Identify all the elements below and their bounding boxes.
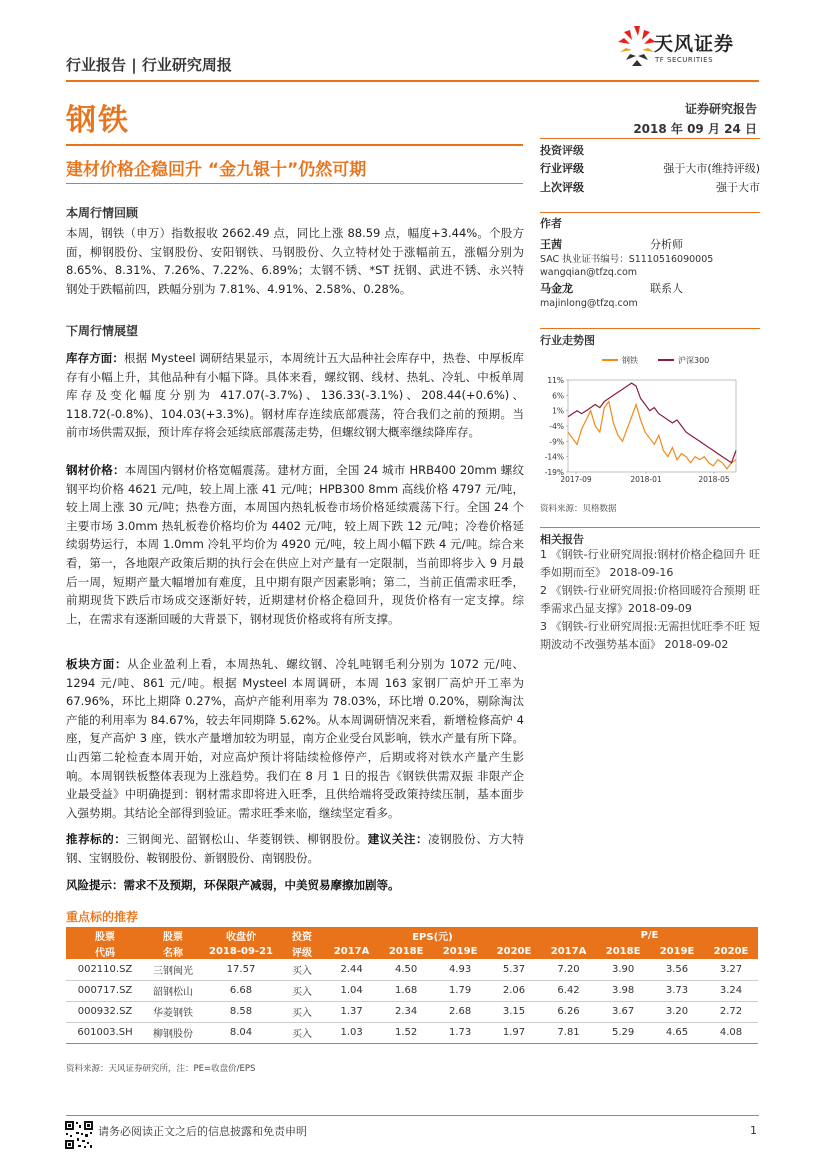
author-block-1 [540,236,760,279]
series-line-csi300 [568,383,736,463]
table-cell: 1.04 [324,980,379,1001]
table-cell: 三钢闽光 [144,959,202,980]
recommend-lead: 推荐标的： [66,832,127,846]
table-cell: 买入 [280,1022,324,1043]
brand-name: 天风证券 [654,33,735,55]
table-source: 资料来源：天风证券研究所，注：PE=收盘价/EPS [66,1064,256,1074]
table-cell: 000717.SZ [66,980,144,1001]
author-cert: SAC 执业证书编号：S1110516090005 [540,254,714,265]
related-list [540,546,760,654]
sub-header: 2017A [541,943,596,959]
author-name: 马金龙 [540,282,573,295]
qr-code-icon[interactable] [64,1120,94,1150]
sub-header: 评级 [280,943,324,959]
table-cell: 3.15 [487,1001,541,1022]
table-cell: 5.37 [487,959,541,980]
group-header: 收盘价 [202,927,280,943]
table-cell: 3.67 [596,1001,650,1022]
table-cell: 4.08 [704,1022,758,1043]
rating-row-previous [540,179,760,196]
table-cell: 4.50 [379,959,433,980]
related-report-item[interactable]: 3 《钢铁-行业研究周报:无需担忧旺季不旺 短期波动不改强势基本面》 2018-09-02 [540,620,760,651]
price-paragraph [66,461,524,628]
legend-label: 钢铁 [622,356,638,365]
sub-header: 2018E [596,943,650,959]
y-tick-label: -9% [549,437,564,447]
sub-header: 名称 [144,943,202,959]
table-cell: 17.57 [202,959,280,980]
table-cell: 6.68 [202,980,280,1001]
y-tick-label: -14% [544,452,564,462]
title-divider-top [66,144,523,146]
table-cell: 1.79 [433,980,487,1001]
table-cell: 002110.SZ [66,959,144,980]
table-cell: 3.98 [596,980,650,1001]
y-tick-label: 6% [552,391,564,401]
table-cell: 4.93 [433,959,487,980]
sub-header: 2019E [433,943,487,959]
inventory-paragraph [66,349,524,442]
table-sub-header-row [66,943,758,959]
table-group-header-row [66,927,758,943]
pick-table [66,927,758,1044]
group-header: 投资 [280,927,324,943]
industry-trend-chart [540,350,760,490]
author-email[interactable]: wangqian@tfzq.com [540,267,638,278]
plot-frame [568,380,736,472]
header-divider [66,80,759,82]
rating-title: 投资评级 [540,144,584,157]
sub-header: 2019E [650,943,704,959]
table-cell: 601003.SH [66,1022,144,1043]
sidebar-divider-rating [540,138,760,139]
logo-petals [618,26,656,66]
table-cell: 8.58 [202,1001,280,1022]
sub-header: 2020E [487,943,541,959]
risk-text: 风险提示：需求不及预期，环保限产减弱，中美贸易摩擦加剧等。 [66,878,400,892]
sub-header: 代码 [66,943,144,959]
table-cell: 买入 [280,1001,324,1022]
author-role: 分析师 [650,238,683,251]
table-cell: 3.73 [650,980,704,1001]
section-heading-outlook: 下周行情展望 [66,324,139,338]
table-cell: 3.90 [596,959,650,980]
sub-header: 2017A [324,943,379,959]
author-name-row [540,236,760,253]
table-row [66,959,758,980]
footer-disclaimer[interactable]: 请务必阅读正文之后的信息披露和免责申明 [98,1125,307,1138]
table-cell: 韶钢松山 [144,980,202,1001]
recommend-paragraph [66,830,524,867]
author-role: 联系人 [650,282,683,295]
rating-label: 上次评级 [540,181,584,194]
table-row [66,1022,758,1043]
group-header: 股票 [144,927,202,943]
trend-title: 行业走势图 [540,334,595,347]
table-cell: 000932.SZ [66,1001,144,1022]
pick-table-title: 重点标的推荐 [66,910,139,924]
report-label: 证券研究报告 [684,102,757,116]
related-title: 相关报告 [540,533,584,546]
table-cell: 8.04 [202,1022,280,1043]
x-tick-label: 2018-05 [698,475,730,484]
table-row [66,1001,758,1022]
table-cell: 3.20 [650,1001,704,1022]
price-text: 本周国内钢材价格宽幅震荡。建材方面，全国 24 城市 HRB400 20mm 螺纹钢平均价格 4621 元/吨，较上周上涨 41 元/吨；HPB300 8mm 高线价格 4797 元/吨，较上周上涨 30 元/吨；热卷方面，本周国内热轧板卷市场价格延续震荡下行。全国 24 个主要市场 3.0mm 热轧板卷价格均价为 4402 元/吨，较上周下跌 12 元/吨；冷卷价格延续弱势运行，本周 1.0mm 冷轧平均价为 4920 元/吨，较上周小幅下跌 4 元/吨。综合来看，第一，各地限产政策后期的执行会在供应上对产量有一定限制，当前即将步入 9 月最后一周，短期产量大幅增加有难度，且中期有限产因素影响；第二，当前正值需求旺季，前期现货下跌后市场成交逐渐好转，近期建材价格企稳回升，现货价格有一定支撑。综上，在需求有逐渐回暖的大背景下，钢材现货价格或将有所支撑。 [66,463,524,626]
sidebar-divider-authors [540,212,760,213]
table-cell: 3.27 [704,959,758,980]
table-cell: 7.81 [541,1022,596,1043]
table-cell: 3.24 [704,980,758,1001]
trend-source: 资料来源：贝格数据 [540,504,617,514]
pick-table-body [66,959,758,1043]
page-number: 1 [750,1124,757,1137]
sub-header: 2018E [379,943,433,959]
y-tick-label: 1% [552,406,564,416]
industry-name: 钢铁 [66,103,130,138]
authors-title: 作者 [540,217,562,230]
sidebar-divider-trend [540,328,760,329]
inventory-text: 根据 Mysteel 调研结果显示，本周统计五大品种社会库存中，热卷、中厚板库存有小幅上升，其他品种有小幅下降。具体来看，螺纹钢、线材、热轧、冷轧、中板单周库存及变化幅度分别为 417.07(-3.7%)、136.33(-3.1%)、208.44(+0.6%)、118.72(-0.8%)、104.03(+3.3%)。钢材库存连续底部震荡，符合我们之前的预期。当前市场供需双振，预计库存将会延续底部震荡走势，但螺纹钢大概率继续降库存。 [66,351,525,440]
table-cell: 1.37 [324,1001,379,1022]
sector-text: 从企业盈利上看，本周热轧、螺纹钢、冷轧吨钢毛利分别为 1072 元/吨、1294 元/吨、861 元/吨。根据 Mysteel 本周调研，本周 163 家钢厂高炉开工率为 67.96%，环比上期降 0.27%，高炉产能利用率为 78.03%，环比增 0.20%，剔除淘汰产能的利用率为 84.67%，较去年同期降 5.62%。从本周调研情况来看，新增检修高炉 4 座，复产高炉 3 座，铁水产量增加较为明显，南方企业受台风影响，铁水产量有所下降。山西第二轮检查本周开始，对应高炉预计将陆续检修停产，后期或将对铁水产量产生影响。本周钢铁板整体表现为上涨趋势。我们在 8 月 1 日的报告《钢铁供需双振 非限产企业最受益》中明确提到：钢材需求即将进入旺季，且供给端将受政策持续压制，基本面步入强势期。其结论全部得到验证。需求旺季来临，继续坚定看多。 [66,657,524,820]
section-heading-review: 本周行情回顾 [66,206,139,220]
group-header: EPS(元) [324,927,541,943]
footer-divider [66,1115,759,1116]
y-tick-label: -19% [544,468,564,477]
table-cell: 6.26 [541,1001,596,1022]
author-block-2 [540,280,760,310]
y-tick-label: -4% [549,422,564,431]
table-cell: 1.97 [487,1022,541,1043]
legend-label: 沪深300 [678,356,710,365]
group-header: 股票 [66,927,144,943]
report-type: 行业报告 | 行业研究周报 [66,56,232,74]
recommend-text: 三钢闽光、韶钢松山、华菱钢铁、柳钢股份。 [126,832,368,846]
table-row [66,980,758,1001]
review-paragraph: 本周，钢铁（申万）指数报收 2662.49 点，同比上涨 88.59 点，幅度+3.44%。个股方面，柳钢股份、宝钢股份、安阳钢铁、马钢股份、久立特材处于涨幅前五，涨幅分别为 8.65%、8.31%、7.26%、7.22%、6.89%；太钢不锈、*ST 抚钢、武进不锈、永兴特钢处于跌幅前四，跌幅分别为 7.81%、4.91%、2.58%、0.28%。 [66,226,524,296]
rating-value: 强于大市 [716,181,760,194]
table-cell: 4.65 [650,1022,704,1043]
table-cell: 7.20 [541,959,596,980]
table-cell: 3.56 [650,959,704,980]
author-email[interactable]: majinlong@tfzq.com [540,298,638,309]
sector-lead: 板块方面： [66,657,128,671]
table-cell: 2.68 [433,1001,487,1022]
table-cell: 2.72 [704,1001,758,1022]
watch-text: 凌钢股份、方大特钢、宝钢股份、鞍钢股份、新钢股份、南钢股份。 [66,832,525,865]
table-cell: 6.42 [541,980,596,1001]
related-report-item[interactable]: 1 《钢铁-行业研究周报:钢材价格企稳回升 旺季如期而至》 2018-09-16 [540,548,760,579]
x-tick-label: 2017-09 [560,475,592,484]
inventory-lead: 库存方面： [66,351,125,365]
table-cell: 5.29 [596,1022,650,1043]
watch-lead: 建议关注： [367,832,429,846]
group-header: P/E [541,927,758,943]
price-lead: 钢材价格： [66,463,125,477]
sector-paragraph [66,655,524,822]
rating-value: 强于大市(维持评级) [663,162,760,175]
table-cell: 2.34 [379,1001,433,1022]
sub-header: 2020E [704,943,758,959]
rating-label: 行业评级 [540,162,584,175]
risk-paragraph [66,876,524,895]
report-date: 2018 年 09 月 24 日 [633,122,757,136]
table-cell: 柳钢股份 [144,1022,202,1043]
table-cell: 2.06 [487,980,541,1001]
table-cell: 1.52 [379,1022,433,1043]
author-name-row [540,280,760,297]
y-tick-label: 11% [547,376,564,385]
brand-name-en: TF SECURITIES [655,56,714,64]
rating-row-current [540,160,760,177]
table-cell: 1.73 [433,1022,487,1043]
related-report-item[interactable]: 2 《钢铁-行业研究周报:价格回暖符合预期 旺季需求凸显支撑》2018-09-09 [540,584,760,615]
report-title: 建材价格企稳回升 “金九银十”仍然可期 [66,160,367,180]
sidebar-divider-related [540,527,760,528]
table-cell: 华菱钢铁 [144,1001,202,1022]
author-name: 王茜 [540,238,562,251]
sub-header: 2018-09-21 [202,943,280,959]
series-line-steel [568,402,736,469]
title-divider-bottom [66,183,523,184]
table-cell: 买入 [280,959,324,980]
x-tick-label: 2018-01 [630,475,662,484]
table-cell: 1.68 [379,980,433,1001]
table-cell: 买入 [280,980,324,1001]
table-cell: 2.44 [324,959,379,980]
table-cell: 1.03 [324,1022,379,1043]
